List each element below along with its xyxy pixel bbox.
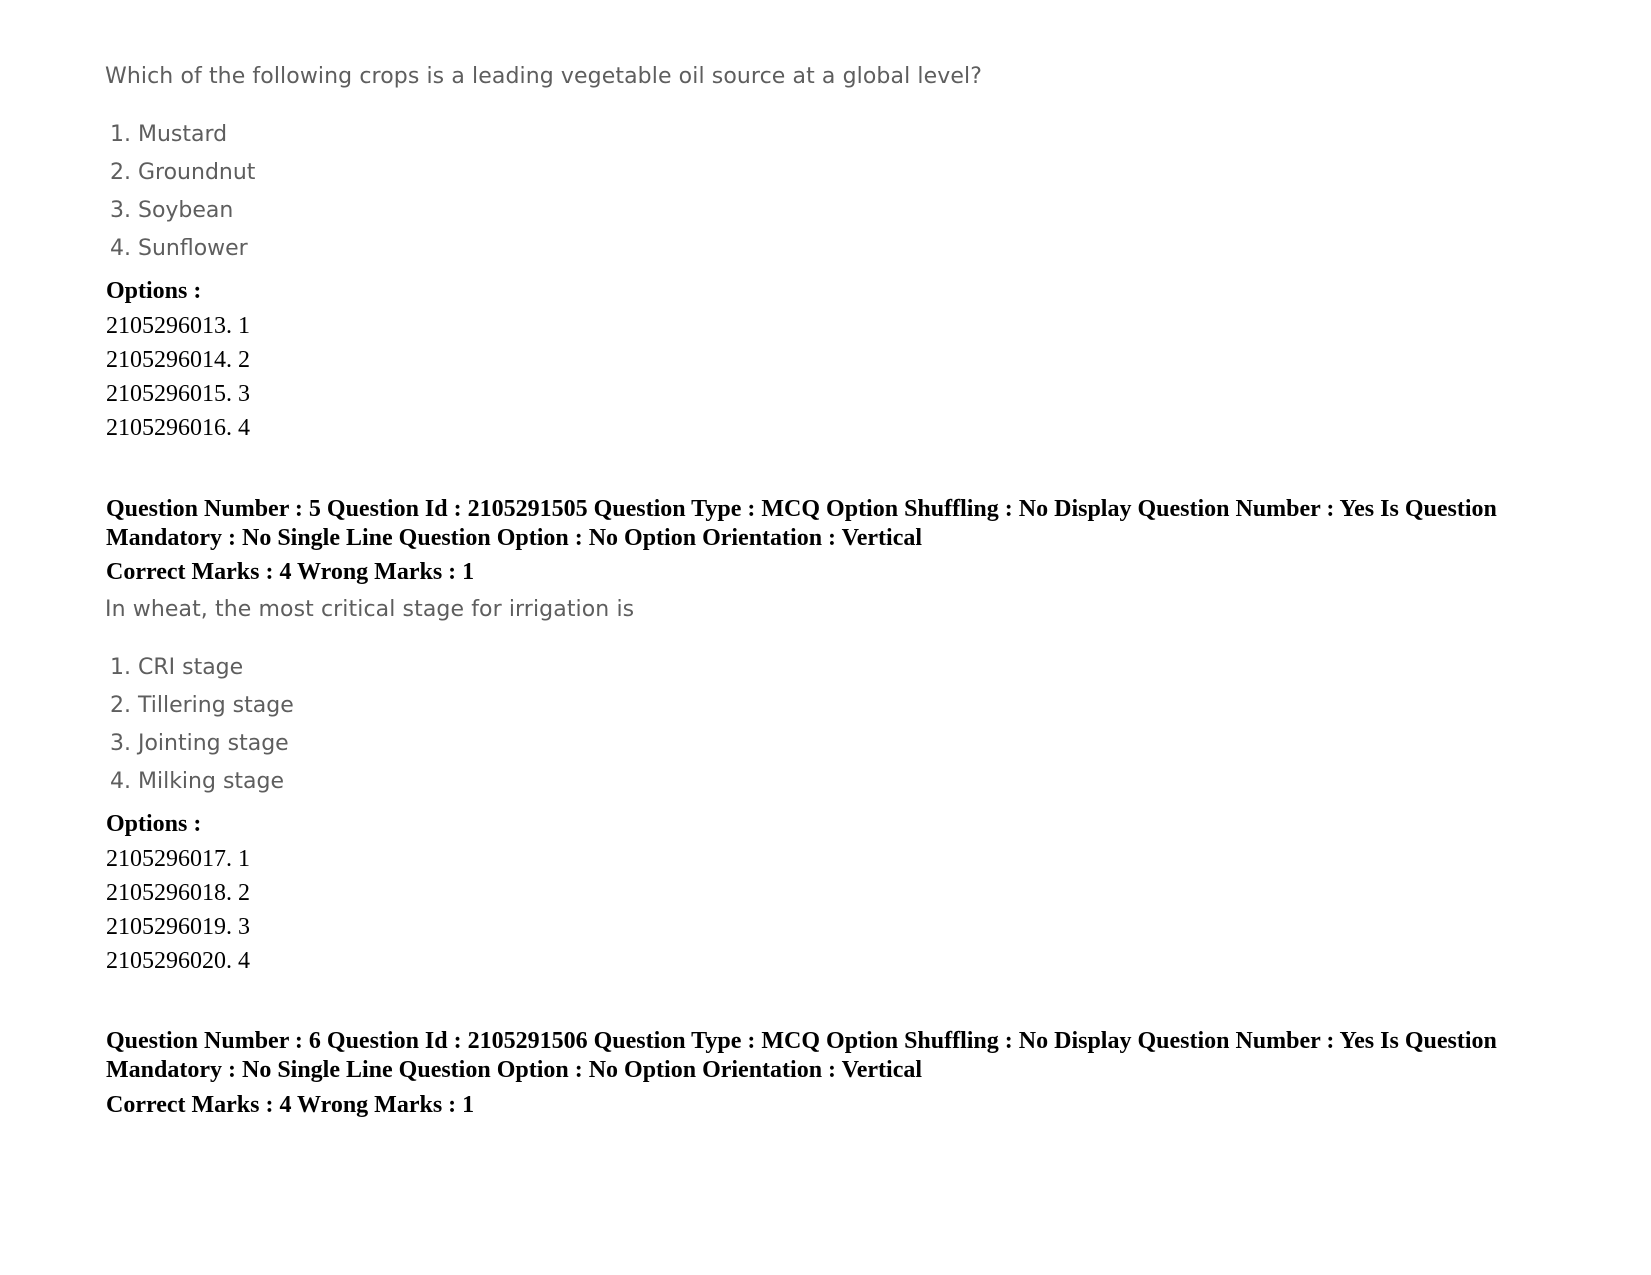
choice-item: 4. Sunflower [110, 236, 248, 261]
question-5-text: In wheat, the most critical stage for irrigation is [105, 597, 635, 622]
option-id-item: 2105296014. 2 [106, 347, 250, 373]
question-4-text: Which of the following crops is a leading vegetable oil source at a global level? [105, 64, 982, 89]
choice-item: 2. Tillering stage [110, 693, 294, 718]
options-label: Options : [106, 811, 202, 837]
choice-item: 3. Soybean [110, 198, 234, 223]
question-5-option-ids [106, 842, 250, 978]
question-5-meta: Question Number : 5 Question Id : 2105291505 Question Type : MCQ Option Shuffling : No Display Question Number : Yes Is Question Mandatory : No Single Line Question Option : No Option Orientation : Vertical [106, 496, 1497, 551]
choice-item: 1. Mustard [110, 122, 228, 147]
question-5-marks: Correct Marks : 4 Wrong Marks : 1 [106, 559, 475, 585]
choice-item: 1. CRI stage [110, 655, 244, 680]
option-id-item: 2105296016. 4 [106, 415, 250, 441]
option-id-item: 2105296020. 4 [106, 948, 250, 974]
option-id-item: 2105296017. 1 [106, 846, 250, 872]
choice-item: 3. Jointing stage [110, 731, 289, 756]
question-6-meta: Question Number : 6 Question Id : 2105291506 Question Type : MCQ Option Shuffling : No Display Question Number : Yes Is Question Mandatory : No Single Line Question Option : No Option Orientation : Vertical [106, 1028, 1497, 1083]
question-4-choices [110, 116, 255, 268]
question-5-choices [110, 649, 294, 801]
choice-item: 2. Groundnut [110, 160, 256, 185]
options-label: Options : [106, 278, 202, 304]
option-id-item: 2105296013. 1 [106, 313, 250, 339]
question-4-option-ids [106, 309, 250, 445]
question-6-marks: Correct Marks : 4 Wrong Marks : 1 [106, 1092, 475, 1118]
option-id-item: 2105296019. 3 [106, 914, 250, 940]
option-id-item: 2105296018. 2 [106, 880, 250, 906]
choice-item: 4. Milking stage [110, 769, 285, 794]
option-id-item: 2105296015. 3 [106, 381, 250, 407]
